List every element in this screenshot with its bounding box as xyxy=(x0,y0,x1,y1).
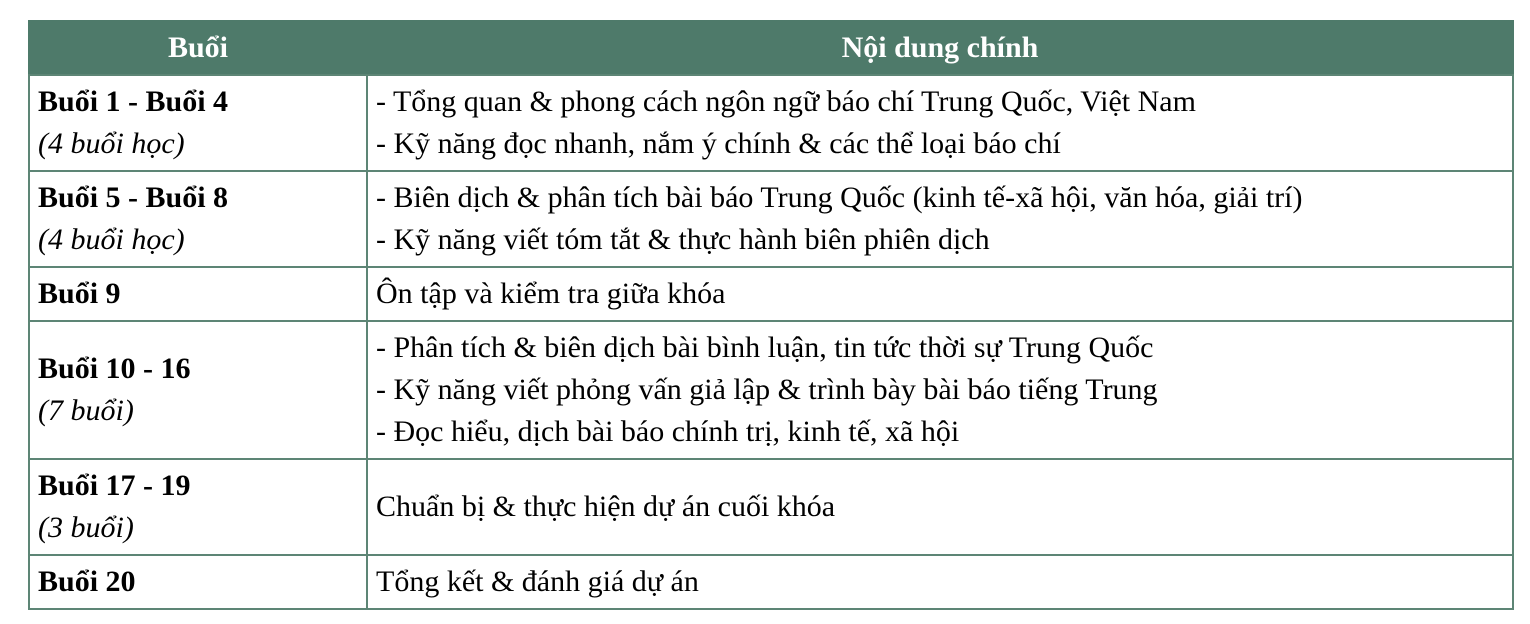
session-cell xyxy=(29,171,367,267)
content-line: - Kỹ năng viết phỏng vấn giả lập & trình bày bài báo tiếng Trung xyxy=(376,373,1158,406)
content-cell xyxy=(367,171,1513,267)
schedule-table-wrapper xyxy=(28,20,1512,610)
content-line: - Kỹ năng viết tóm tắt & thực hành biên phiên dịch xyxy=(376,223,990,256)
content-line: - Tổng quan & phong cách ngôn ngữ báo chí Trung Quốc, Việt Nam xyxy=(376,85,1196,118)
content-cell xyxy=(367,459,1513,555)
session-title: Buổi 20 xyxy=(38,565,136,598)
content-line: Chuẩn bị & thực hiện dự án cuối khóa xyxy=(376,490,836,523)
table-row xyxy=(29,267,1513,321)
session-title: Buổi 17 - 19 xyxy=(38,469,191,502)
session-count: (4 buổi học) xyxy=(38,223,185,256)
session-title: Buổi 5 - Buổi 8 xyxy=(38,181,229,214)
session-title: Buổi 1 - Buổi 4 xyxy=(38,85,229,118)
content-line: - Biên dịch & phân tích bài báo Trung Quốc (kinh tế-xã hội, văn hóa, giải trí) xyxy=(376,181,1303,214)
header-content: Nội dung chính xyxy=(367,21,1513,75)
content-line: - Kỹ năng đọc nhanh, nắm ý chính & các thể loại báo chí xyxy=(376,127,1061,160)
content-cell xyxy=(367,555,1513,609)
session-count: (7 buổi) xyxy=(38,394,134,427)
session-title: Buổi 9 xyxy=(38,277,121,310)
course-schedule-table xyxy=(28,20,1514,610)
content-cell xyxy=(367,321,1513,459)
table-row xyxy=(29,75,1513,171)
session-count: (3 buổi) xyxy=(38,511,134,544)
session-cell xyxy=(29,75,367,171)
session-cell xyxy=(29,321,367,459)
session-cell xyxy=(29,459,367,555)
table-row xyxy=(29,321,1513,459)
content-cell xyxy=(367,267,1513,321)
content-line: - Đọc hiểu, dịch bài báo chính trị, kinh tế, xã hội xyxy=(376,415,960,448)
session-title: Buổi 10 - 16 xyxy=(38,352,191,385)
content-line: Tổng kết & đánh giá dự án xyxy=(376,565,699,598)
content-line: - Phân tích & biên dịch bài bình luận, tin tức thời sự Trung Quốc xyxy=(376,331,1154,364)
table-row xyxy=(29,171,1513,267)
content-cell xyxy=(367,75,1513,171)
table-header-row xyxy=(29,21,1513,75)
header-session: Buổi xyxy=(29,21,367,75)
session-count: (4 buổi học) xyxy=(38,127,185,160)
table-row xyxy=(29,459,1513,555)
session-cell xyxy=(29,555,367,609)
session-cell xyxy=(29,267,367,321)
table-row xyxy=(29,555,1513,609)
content-line: Ôn tập và kiểm tra giữa khóa xyxy=(376,277,726,310)
